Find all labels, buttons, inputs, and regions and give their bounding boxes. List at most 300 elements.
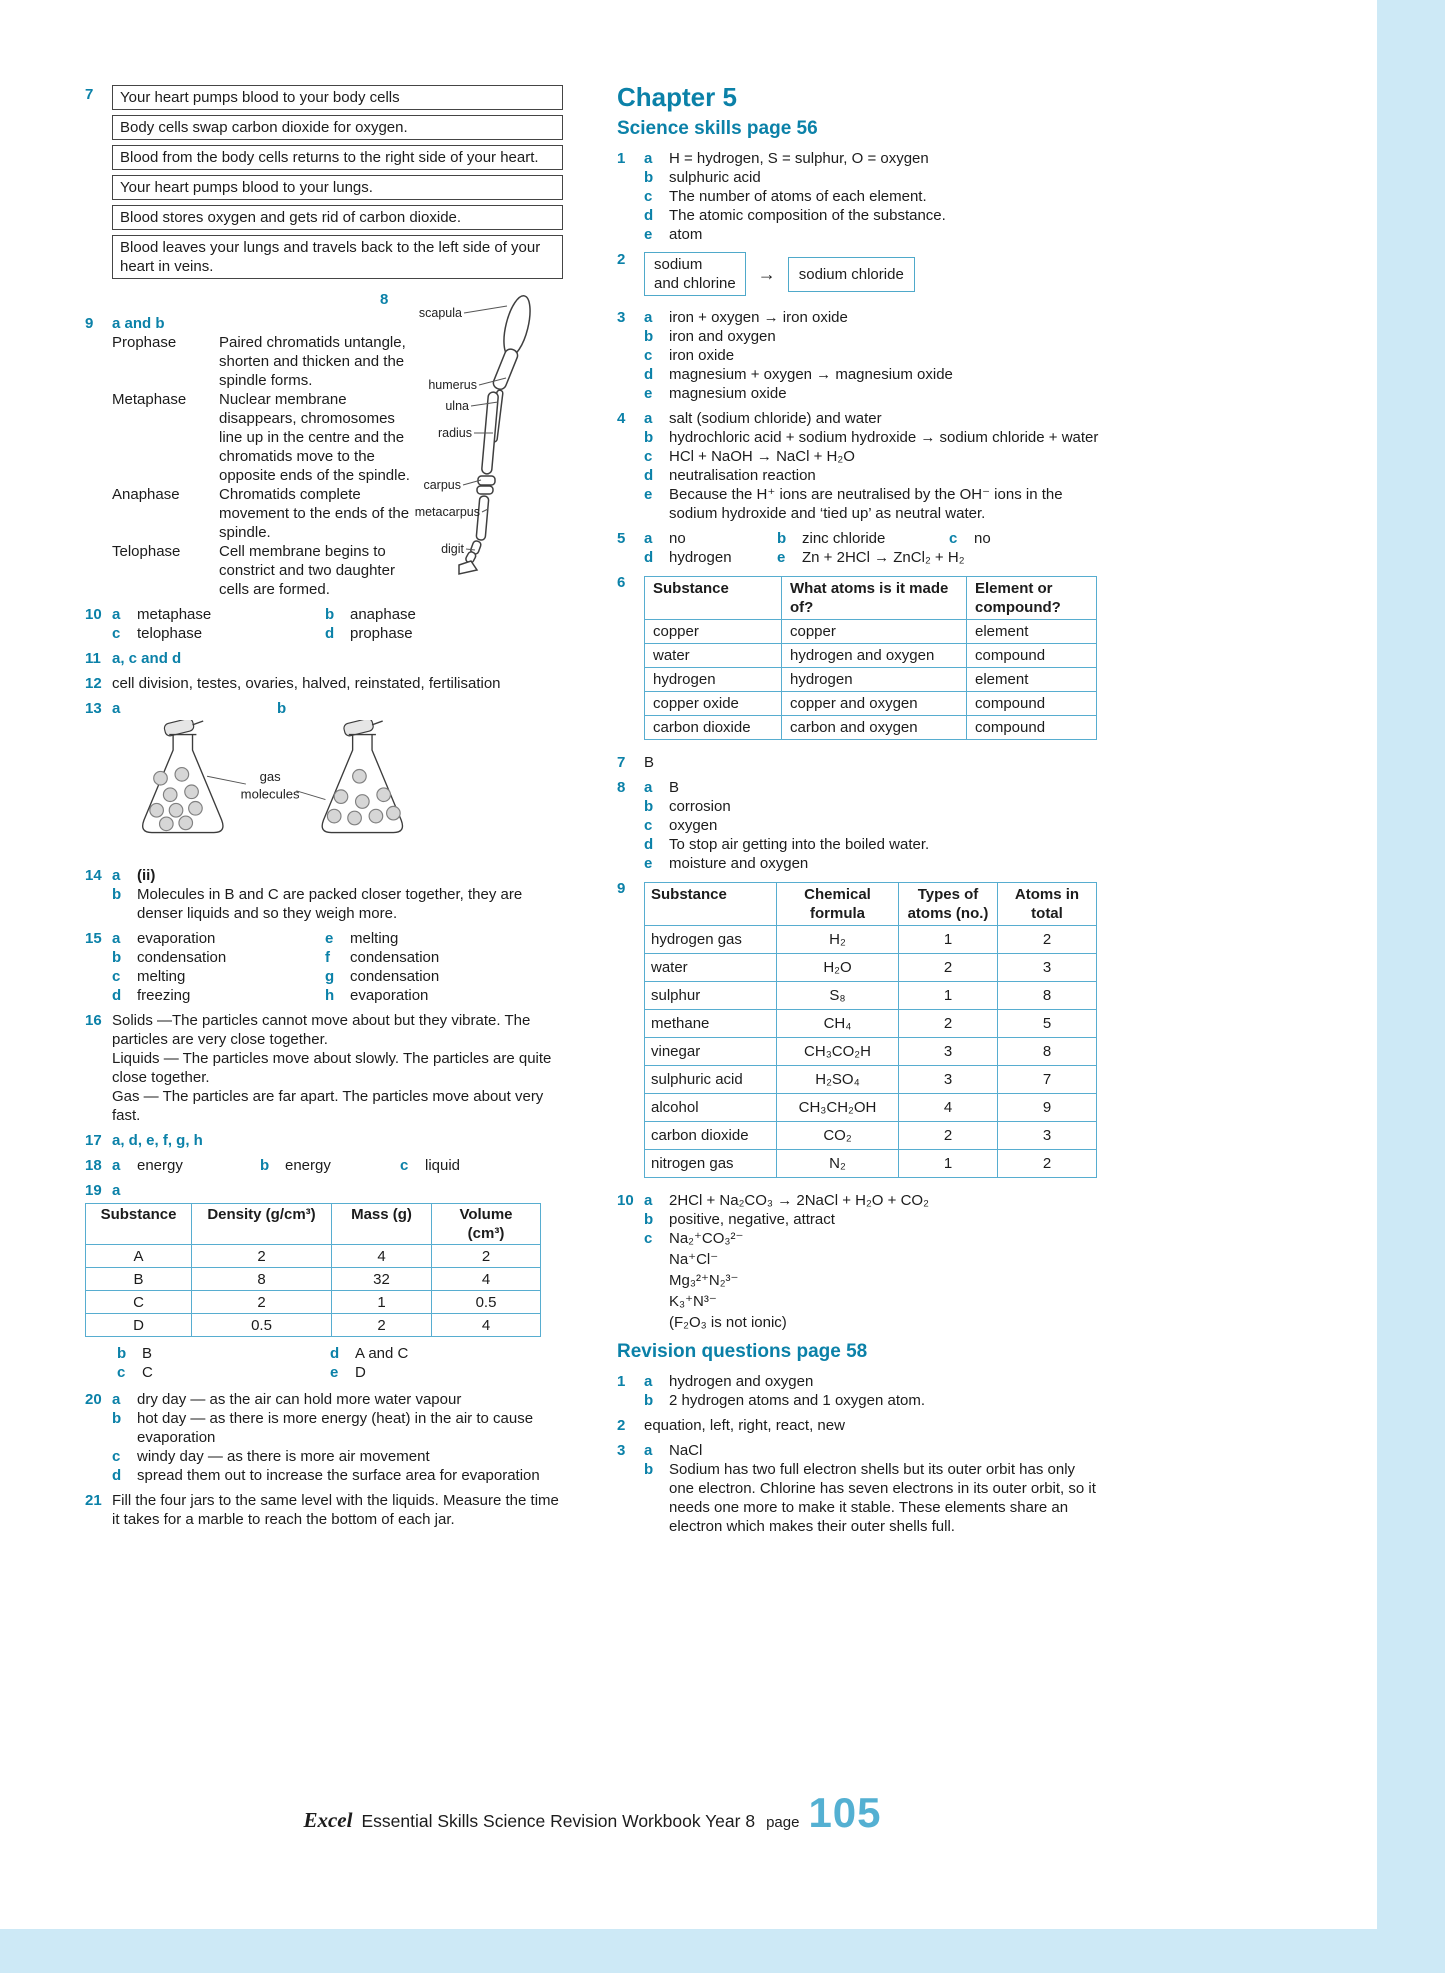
item-letter: b [277, 700, 287, 717]
item-text: B [669, 779, 680, 796]
answer-list [644, 308, 1099, 403]
item-text: hydrogen [669, 549, 732, 566]
item-text: iron + oxygen → iron oxide [669, 309, 848, 326]
table-row [645, 954, 1097, 982]
item-letter: a [112, 1182, 121, 1199]
table-row [645, 1122, 1097, 1150]
table-cell: 2 [899, 1010, 998, 1038]
table-cell: compound [967, 644, 1097, 668]
table-cell: 9 [998, 1094, 1097, 1122]
table-cell: C [86, 1291, 192, 1314]
phase-description: Chromatids complete movement to the ends of the spindle. [219, 486, 410, 541]
element-compound-table [644, 576, 1097, 740]
answer-text: a, c and d [112, 650, 182, 667]
answer-item [644, 206, 1099, 225]
answer-item [644, 1229, 1099, 1334]
item-text: positive, negative, attract [669, 1211, 835, 1228]
item-text: Because the H⁺ ions are neutralised by the OH⁻ ions in the sodium hydroxide and ‘tied up’ as neutral water. [669, 486, 1063, 522]
question-10 [617, 1191, 1099, 1334]
answer-item [112, 929, 325, 948]
table-cell: 0.5 [192, 1314, 332, 1337]
word-equation-figure [644, 252, 1099, 296]
table-cell: 1 [899, 926, 998, 954]
column-header: Mass (g) [332, 1204, 432, 1245]
table-row [645, 926, 1097, 954]
answer-item [325, 605, 563, 624]
table-cell: 1 [899, 1150, 998, 1178]
item-letter: d [644, 549, 654, 566]
column-header: Density (g/cm³) [192, 1204, 332, 1245]
table-row [86, 1291, 541, 1314]
product-box: sodium chloride [788, 257, 915, 292]
answer-item [644, 447, 1099, 466]
table-cell: 3 [998, 1122, 1097, 1150]
item-letter: h [325, 987, 335, 1004]
item-text: The number of atoms of each element. [669, 188, 927, 205]
question-number: 15 [85, 930, 102, 947]
answer-item [644, 1460, 1099, 1536]
flask-a [143, 720, 223, 833]
item-letter: a [644, 150, 653, 167]
item-text: spread them out to increase the surface area for evaporation [137, 1467, 540, 1484]
item-text: D [355, 1364, 366, 1381]
answer-list [644, 778, 1099, 873]
answer-item [644, 466, 1099, 485]
table-cell: hydrogen [645, 668, 782, 692]
item-letter: b [112, 886, 122, 903]
item-letter: b [325, 606, 335, 623]
question-number: 17 [85, 1132, 102, 1149]
question-number: 1 [617, 1373, 626, 1390]
table-cell: S₈ [777, 982, 899, 1010]
table-cell: copper [645, 620, 782, 644]
column-header: Substance [645, 577, 782, 620]
table-row [645, 716, 1097, 740]
table-cell: 2 [899, 1122, 998, 1150]
item-letter: a [112, 606, 121, 623]
question-9 [617, 879, 1099, 1185]
ion-formula-list [669, 1229, 1099, 1334]
column-header: Substance [645, 883, 777, 926]
question-7 [617, 753, 1099, 772]
answer-item [644, 225, 1099, 244]
answer-item [112, 1466, 563, 1485]
item-letter: a [644, 1192, 653, 1209]
item-text: freezing [137, 987, 191, 1004]
table-cell: 0.5 [432, 1291, 541, 1314]
answer-list [644, 409, 1099, 523]
answer-grid [112, 605, 563, 643]
answer-item [325, 929, 563, 948]
question-20 [85, 1390, 563, 1485]
bone-label: ulna [445, 399, 469, 413]
phase-description: Nuclear membrane disappears, chromosomes line up in the centre and the chromatids move to the opposite ends of the spindle. [219, 391, 410, 484]
table-cell: H₂ [777, 926, 899, 954]
answer-list [644, 1441, 1099, 1536]
column-header: Substance [86, 1204, 192, 1245]
table-cell: carbon dioxide [645, 1122, 777, 1150]
table-cell: 7 [998, 1066, 1097, 1094]
table-cell: CH₃CO₂H [777, 1038, 899, 1066]
revision-question-1 [617, 1372, 1099, 1410]
table-cell: sulphur [645, 982, 777, 1010]
answer-line: Mg₃²⁺N₂³⁻ [669, 1272, 739, 1289]
answer-paragraphs [112, 1011, 563, 1125]
item-text: magnesium oxide [669, 385, 787, 402]
answer-box: Your heart pumps blood to your body cells [112, 85, 563, 110]
table-row [645, 644, 1097, 668]
item-letter: e [330, 1364, 339, 1381]
item-letter: e [325, 930, 334, 947]
question-14 [85, 866, 563, 923]
phase-term: Telophase [112, 543, 181, 560]
answer-item [644, 409, 1099, 428]
item-letter: a [644, 779, 653, 796]
item-text: iron and oxygen [669, 328, 776, 345]
answer-item [644, 1210, 1099, 1229]
answer-item [325, 967, 563, 986]
question-1 [617, 149, 1099, 244]
answer-letters-row [112, 699, 563, 718]
answer-item [644, 365, 1099, 384]
bone-label: radius [437, 426, 472, 440]
answer-item [644, 548, 777, 567]
page-margin-strip-right [1377, 0, 1445, 1973]
column-header: Volume (cm³) [432, 1204, 541, 1245]
item-letter: d [330, 1345, 340, 1362]
item-letter: b [644, 169, 654, 186]
answer-item [112, 967, 325, 986]
answer-line: Gas — The particles are far apart. The particles move about very fast. [112, 1088, 544, 1124]
section-heading: Science skills page 56 [617, 118, 818, 139]
item-text: evaporation [350, 987, 429, 1004]
item-text: prophase [350, 625, 413, 642]
question-18 [85, 1156, 563, 1175]
question-number: 10 [85, 606, 102, 623]
answer-box: Blood stores oxygen and gets rid of carbon dioxide. [112, 205, 563, 230]
table-cell: 5 [998, 1010, 1097, 1038]
table-cell: hydrogen and oxygen [782, 644, 967, 668]
question-number: 13 [85, 700, 102, 717]
table-cell: B [86, 1268, 192, 1291]
column-header: Atoms in total [998, 883, 1097, 926]
item-text: magnesium + oxygen → magnesium oxide [669, 366, 953, 383]
question-number: 14 [85, 867, 102, 884]
answer-item [644, 1441, 1099, 1460]
answer-box: Your heart pumps blood to your lungs. [112, 175, 563, 200]
table-row [645, 1066, 1097, 1094]
table-cell: 8 [998, 1038, 1097, 1066]
gas-molecules-label [207, 769, 325, 801]
question-number: 18 [85, 1157, 102, 1174]
item-text: 2 hydrogen atoms and 1 oxygen atom. [669, 1392, 925, 1409]
item-text: iron oxide [669, 347, 735, 364]
table-cell: 1 [332, 1291, 432, 1314]
table-cell: 4 [899, 1094, 998, 1122]
answer-grid [112, 1156, 563, 1175]
item-text: zinc chloride [802, 530, 886, 547]
question-10 [85, 605, 563, 643]
answer-item [777, 529, 949, 548]
item-text: condensation [137, 949, 227, 966]
item-text: windy day — as there is more air movement [137, 1448, 430, 1465]
answer-text: Fill the four jars to the same level with the liquids. Measure the time it takes for a marble to reach the bottom of each jar. [112, 1492, 559, 1528]
item-letter: a [112, 930, 121, 947]
item-letter: b [117, 1345, 127, 1362]
answer-text: equation, left, right, react, new [644, 1417, 845, 1434]
table-cell: 4 [432, 1314, 541, 1337]
item-letter: c [644, 448, 653, 465]
table-row [645, 1150, 1097, 1178]
item-letter: e [644, 855, 653, 872]
table-cell: vinegar [645, 1038, 777, 1066]
table-cell: copper and oxygen [782, 692, 967, 716]
item-letter: c [949, 530, 958, 547]
answer-item [112, 986, 325, 1005]
answer-item [330, 1363, 563, 1382]
answer-item [644, 816, 1099, 835]
question-number: 11 [85, 650, 101, 667]
question-number: 21 [85, 1492, 102, 1509]
answer-letters: a and b [112, 315, 165, 332]
item-text: dry day — as the air can hold more water vapour [137, 1391, 462, 1408]
answer-item [644, 187, 1099, 206]
item-letter: a [112, 867, 121, 884]
bone-label: digit [441, 542, 464, 556]
question-12 [85, 674, 563, 693]
table-cell: element [967, 668, 1097, 692]
item-letter: a [644, 530, 653, 547]
answer-item [325, 986, 563, 1005]
answer-item [644, 854, 1099, 873]
page-word: page [766, 1814, 800, 1831]
answer-item [644, 797, 1099, 816]
answer-item [112, 624, 325, 643]
item-letter: b [644, 328, 654, 345]
item-letter: b [644, 1392, 654, 1409]
reactant-line: and chlorine [654, 275, 736, 292]
question-number: 19 [85, 1182, 102, 1199]
item-text: sulphuric acid [669, 169, 761, 186]
question-number: 3 [617, 309, 626, 326]
gas-flasks-diagram [100, 720, 450, 851]
item-letter: d [644, 207, 654, 224]
answer-item [112, 1409, 563, 1447]
item-text: condensation [350, 949, 440, 966]
answer-item [644, 778, 1099, 797]
table-cell: 8 [998, 982, 1097, 1010]
question-number: 4 [617, 410, 626, 427]
question-number: 7 [85, 86, 94, 103]
item-text: Sodium has two full electron shells but its outer orbit has only one electron. Chlorine has seven electrons in its outer orbit, so it needs one more to make it stable. These elements share an electron which makes their outer shells full. [669, 1461, 1096, 1535]
page-number: 105 [808, 1789, 882, 1836]
item-letter: a [112, 1391, 121, 1408]
ordered-statement-boxes [112, 85, 563, 284]
answer-line: Na₂⁺CO₃²⁻ [669, 1230, 744, 1247]
reactant-line: sodium [654, 256, 703, 273]
table-cell: hydrogen [782, 668, 967, 692]
table-row [645, 1010, 1097, 1038]
question-number: 1 [617, 150, 626, 167]
item-text: To stop air getting into the boiled water. [669, 836, 930, 853]
table-cell: CO₂ [777, 1122, 899, 1150]
answer-line: K₃⁺N³⁻ [669, 1293, 717, 1310]
table-row [645, 1038, 1097, 1066]
item-letter: c [644, 188, 653, 205]
density-table [85, 1203, 541, 1337]
table-cell: N₂ [777, 1150, 899, 1178]
item-text: no [669, 530, 686, 547]
table-cell: 2 [899, 954, 998, 982]
table-cell: compound [967, 716, 1097, 740]
item-letter: d [644, 467, 654, 484]
chapter-heading: Chapter 5 [617, 82, 737, 112]
item-text: no [974, 530, 991, 547]
item-text: melting [137, 968, 186, 985]
item-text: 2HCl + Na₂CO₃ → 2NaCl + H₂O + CO₂ [669, 1192, 929, 1209]
item-letter: b [644, 798, 654, 815]
question-8-figure [380, 290, 580, 585]
item-letter: b [112, 1410, 122, 1427]
column-header: Element or compound? [967, 577, 1097, 620]
answer-item [644, 308, 1099, 327]
flask-b [322, 720, 402, 833]
table-cell: nitrogen gas [645, 1150, 777, 1178]
answer-grid [644, 548, 1099, 567]
table-cell: carbon dioxide [645, 716, 782, 740]
item-letter: a [644, 410, 653, 427]
item-letter: e [644, 226, 653, 243]
item-text: salt (sodium chloride) and water [669, 410, 882, 427]
table-cell: 3 [899, 1038, 998, 1066]
revision-question-3 [617, 1441, 1099, 1536]
answer-item [644, 384, 1099, 403]
left-column [85, 85, 563, 1535]
answer-text: cell division, testes, ovaries, halved, reinstated, fertilisation [112, 675, 501, 692]
phase-term: Prophase [112, 334, 177, 351]
answer-item [400, 1156, 563, 1175]
answer-item [644, 1372, 1099, 1391]
table-cell: 2 [192, 1291, 332, 1314]
item-text: neutralisation reaction [669, 467, 816, 484]
answer-item [117, 1344, 330, 1363]
table-cell: 2 [998, 926, 1097, 954]
answer-item [330, 1344, 563, 1363]
item-letter: b [644, 1211, 654, 1228]
table-row [645, 620, 1097, 644]
item-text: Zn + 2HCl → ZnCl₂ + H₂ [802, 549, 965, 566]
table-cell: A [86, 1245, 192, 1268]
question-number: 20 [85, 1391, 102, 1408]
table-cell: 2 [332, 1314, 432, 1337]
table-cell: hydrogen gas [645, 926, 777, 954]
item-text: liquid [425, 1157, 461, 1174]
item-letter: d [644, 366, 654, 383]
bone-label: carpus [423, 478, 461, 492]
column-header: Types of atoms (no.) [899, 883, 998, 926]
question-17 [85, 1131, 563, 1150]
table-cell: 8 [192, 1268, 332, 1291]
answer-item [325, 948, 563, 967]
phase-description: Paired chromatids untangle, shorten and thicken and the spindle forms. [219, 334, 406, 389]
item-letter: b [644, 1461, 654, 1478]
table-cell: sulphuric acid [645, 1066, 777, 1094]
question-number: 7 [617, 754, 626, 771]
question-number: 2 [617, 1417, 626, 1434]
bone-label: scapula [418, 306, 462, 320]
answer-item [112, 1447, 563, 1466]
table-cell: 2 [192, 1245, 332, 1268]
answer-item [112, 885, 563, 923]
item-text: HCl + NaOH → NaCl + H₂O [669, 448, 855, 465]
bone-label: metacarpus [414, 505, 480, 519]
item-text: energy [285, 1157, 331, 1174]
bone-label: humerus [428, 378, 477, 392]
question-13 [85, 699, 563, 860]
item-letter: a [644, 1373, 653, 1390]
question-number: 8 [617, 779, 626, 796]
question-number: 12 [85, 675, 102, 692]
table-row [645, 692, 1097, 716]
question-4 [617, 409, 1099, 523]
item-text: energy [137, 1157, 183, 1174]
question-21 [85, 1491, 563, 1529]
table-cell: 3 [899, 1066, 998, 1094]
item-text: A and C [355, 1345, 409, 1362]
answer-item [260, 1156, 400, 1175]
table-cell: compound [967, 692, 1097, 716]
item-text: The atomic composition of the substance. [669, 207, 946, 224]
item-letter: c [644, 347, 653, 364]
item-text: C [142, 1364, 153, 1381]
figure-label: gas [259, 769, 281, 785]
table-row [645, 668, 1097, 692]
answer-line: Solids —The particles cannot move about but they vibrate. The particles are very close together. [112, 1012, 531, 1048]
phase-term: Metaphase [112, 391, 187, 408]
item-letter: c [117, 1364, 126, 1381]
question-number: 2 [617, 251, 626, 268]
answer-grid [117, 1344, 563, 1382]
item-letter: d [112, 1467, 122, 1484]
item-text: Molecules in B and C are packed closer together, they are denser liquids and so they weigh more. [137, 886, 523, 922]
question-number: 10 [617, 1192, 634, 1209]
item-letter: d [325, 625, 335, 642]
item-text: evaporation [137, 930, 216, 947]
table-cell: water [645, 954, 777, 982]
item-letter: e [644, 486, 653, 503]
answer-item [644, 149, 1099, 168]
table-cell: D [86, 1314, 192, 1337]
answer-grid [112, 929, 563, 1005]
item-letter: b [260, 1157, 270, 1174]
foreleg-skeleton-diagram [402, 290, 574, 585]
question-number: 6 [617, 574, 626, 591]
chemical-formula-table [644, 882, 1097, 1178]
question-11 [85, 649, 563, 668]
table-cell: 4 [332, 1245, 432, 1268]
question-number: 8 [380, 291, 389, 308]
item-text: anaphase [350, 606, 416, 623]
table-cell: copper oxide [645, 692, 782, 716]
question-5 [617, 529, 1099, 567]
item-letter: b [644, 429, 654, 446]
table-cell: 3 [998, 954, 1097, 982]
answer-box: Blood from the body cells returns to the right side of your heart. [112, 145, 563, 170]
answer-list [112, 1390, 563, 1485]
question-7 [85, 85, 563, 284]
figure-label: molecules [240, 786, 300, 802]
table-cell: methane [645, 1010, 777, 1038]
